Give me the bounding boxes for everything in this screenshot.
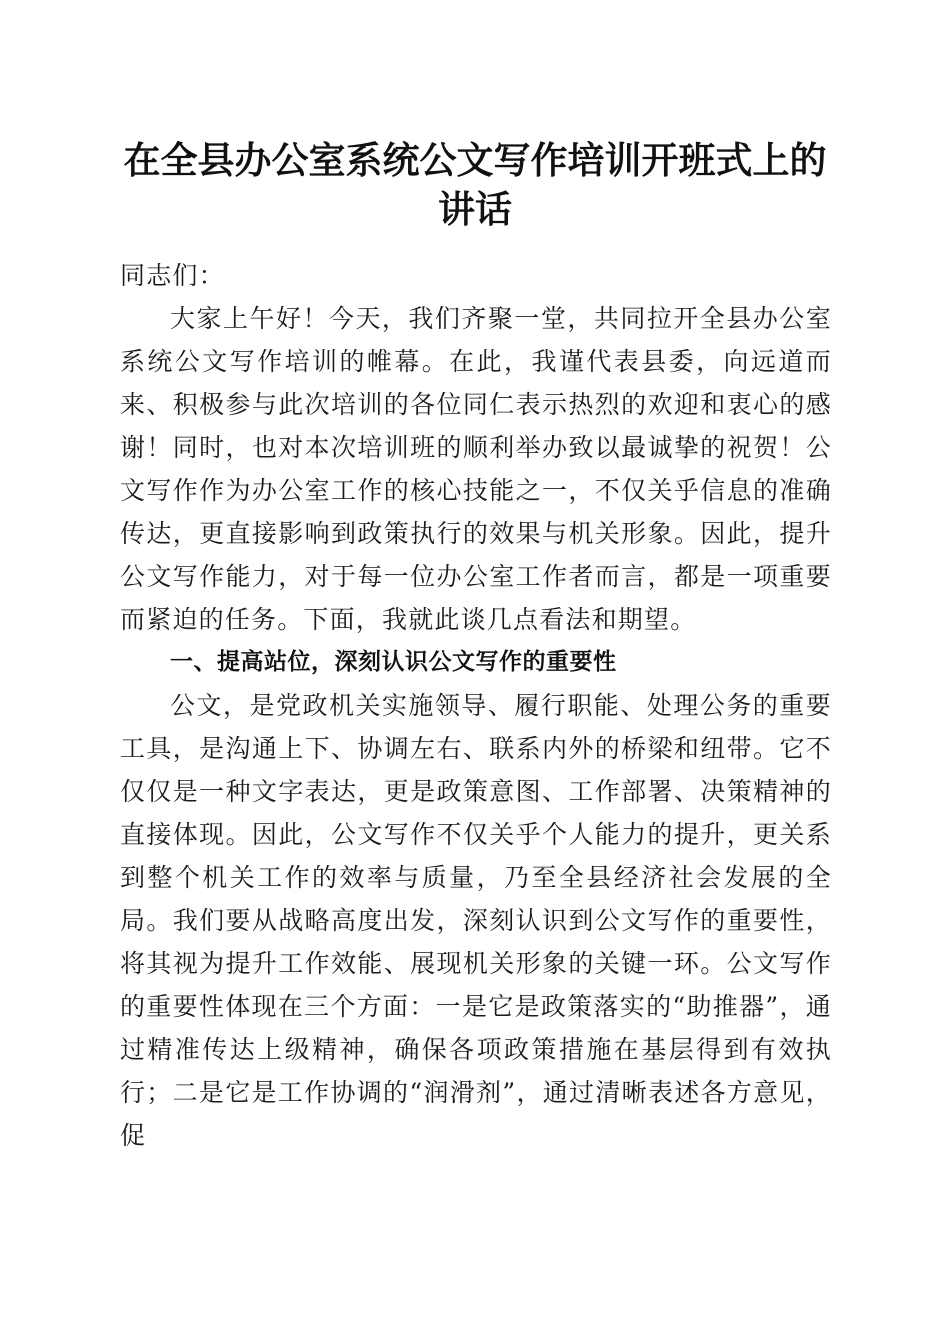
- salutation: 同志们：: [120, 261, 225, 290]
- paragraph-opening: 大家上午好！今天，我们齐聚一堂，共同拉开全县办公室系统公文写作培训的帷幕。在此，我谨代表县委，向远道而来、积极参与此次培训的各位同仁表示热烈的欢迎和衷心的感谢！同时，也对本次培训班的顺利举办致以最诚挚的祝贺！公文写作作为办公室工作的核心技能之一，不仅关乎信息的准确传达，更直接影响到政策执行的效果与机关形象。因此，提升公文写作能力，对于每一位办公室工作者而言，都是一项重要而紧迫的任务。下面，我就此谈几点看法和期望。: [120, 304, 832, 634]
- paragraph-section-1: 公文，是党政机关实施领导、履行职能、处理公务的重要工具，是沟通上下、协调左右、联系内外的桥梁和纽带。它不仅仅是一种文字表达，更是政策意图、工作部署、决策精神的直接体现。因此，公文写作不仅关乎个人能力的提升，更关系到整个机关工作的效率与质量，乃至全县经济社会发展的全局。我们要从战略高度出发，深刻认识到公文写作的重要性，将其视为提升工作效能、展现机关形象的关键一环。公文写作的重要性体现在三个方面：一是它是政策落实的“助推器”，通过精准传达上级精神，确保各项政策措施在基层得到有效执行；二是它是工作协调的“润滑剂”，通过清晰表述各方意见，促: [120, 691, 832, 1150]
- document-title: 在全县办公室系统公文写作培训开班式上的讲话: [123, 138, 827, 231]
- document-body: [120, 254, 832, 1157]
- section-heading-1: 一、提高站位，深刻认识公文写作的重要性: [170, 649, 617, 675]
